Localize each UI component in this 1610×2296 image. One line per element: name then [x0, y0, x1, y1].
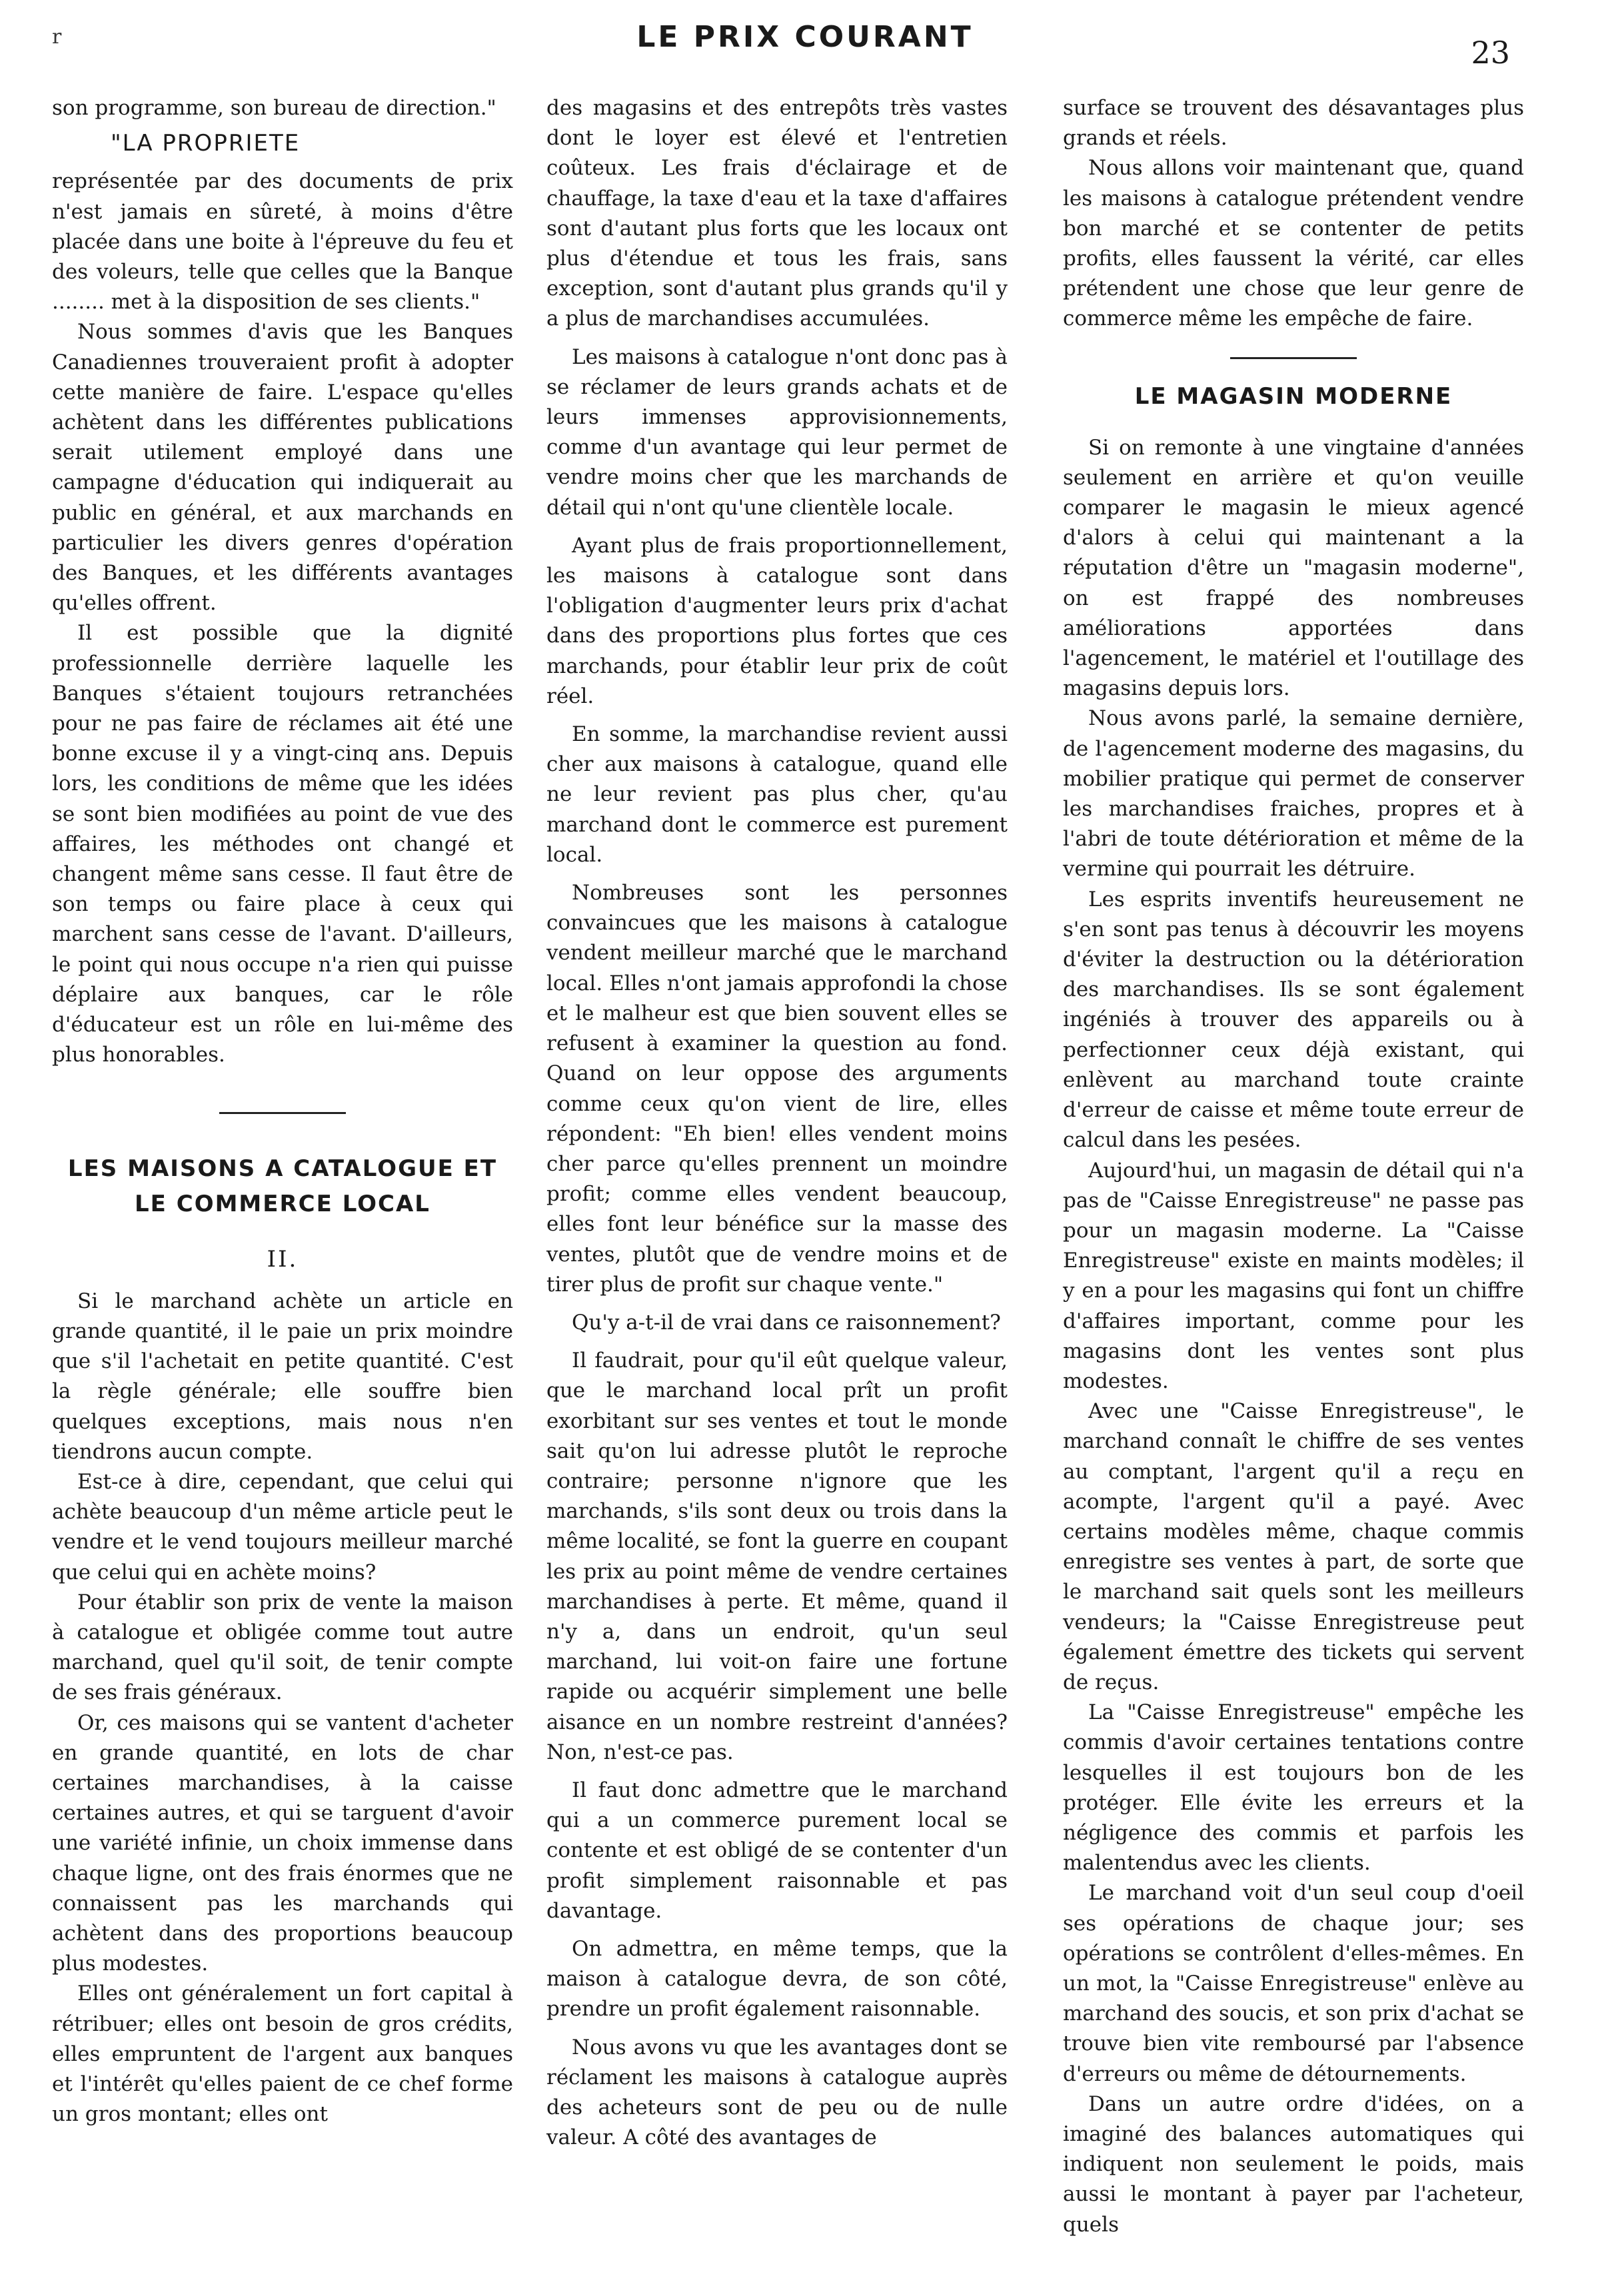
paragraph: Dans un autre ordre d'idées, on a imaginé des balances automatiques qui indiquent non seulement le poids, mais aussi le montant à payer par l'acheteur, quels	[1063, 2091, 1524, 2237]
paragraph: Si on remonte à une vingtaine d'années seulement en arrière et qu'on veuille comparer le magasin le mieux agencé d'alors à celui qui maintenant a la réputation d'être un "magasin moderne", on est frappé des nombreuses améliorations apportées dans l'agencement, le matériel et l'outillage des magasins depuis lors.	[1063, 435, 1524, 701]
section-heading	[52, 1151, 513, 1222]
corner-mark: r	[52, 25, 62, 49]
paragraph: Nous avons vu que les avantages dont se réclament les maisons à catalogue auprès des acheteurs sont de peu ou de nulle valeur. A côté des avantages de	[546, 2035, 1008, 2150]
paragraph: Aujourd'hui, un magasin de détail qui n'a pas de "Caisse Enregistreuse" ne passe pas pour un magasin moderne. La "Caisse Enregistreuse" existe en maints modèles; il y en a pour les magasins qui font un chiffre d'affaires important, comme pour les magasins dont les ventes sont plus modestes.	[1063, 1158, 1524, 1393]
paragraph: Elles ont généralement un fort capital à rétribuer; elles ont besoin de gros crédits, elles empruntent de l'argent aux banques et l'intérêt qu'elles paient de ce chef forme un gros montant; elles ont	[52, 1982, 513, 2127]
quote-heading: "LA PROPRIETE	[111, 130, 301, 157]
section-heading: LE MAGASIN MODERNE	[1134, 382, 1453, 410]
paragraph: Les esprits inventifs heureusement ne s'en sont pas tenus à découvrir les moyens d'éviter la destruction ou la détérioration des marchandises. Ils se sont également ingéniés à trouver des appareils ou à perfectionner ceux déjà existant, qui enlèvent au marchand toute crainte d'erreur de caisse et même toute erreur de calcul dans les pesées.	[1063, 887, 1524, 1153]
paragraph: Pour établir son prix de vente la maison à catalogue et obligée comme tout autre marchand, quel qu'il soit, de tenir compte de ses frais généraux.	[52, 1590, 513, 1705]
paragraph: son programme, son bureau de direction."	[52, 96, 496, 120]
paragraph: surface se trouvent des désavantages plus grands et réels.	[1063, 96, 1524, 151]
paragraph: représentée par des documents de prix n'est jamais en sûreté, à moins d'être placée dans une boite à l'épreuve du feu et des voleurs, telle que celles que la Banque ........ met à la disposition de ses clients."	[52, 169, 513, 314]
part-number: II.	[267, 1245, 299, 1273]
publication-title: LE PRIX COURANT	[636, 20, 974, 54]
masthead	[0, 20, 1610, 71]
paragraph: Nous sommes d'avis que les Banques Canadiennes trouveraient profit à adopter cette manière de faire. L'espace qu'elles achètent dans les différentes publications serait utilement employé dans une campagne d'éducation qui indiquerait au public en général, et aux marchands en particulier les divers genres d'opération des Banques, et les différents avantages qu'elles offrent.	[52, 320, 513, 616]
column-3	[1063, 93, 1524, 2240]
paragraph: Il faudrait, pour qu'il eût quelque valeur, que le marchand local prît un profit exorbitant sur ses ventes et tout le monde sait qu'on lui adresse plutôt le reproche contraire; personne n'ignore que les marchands, s'ils sont deux ou trois dans la même localité, se font la guerre en coupant les prix au point même de vendre certaines marchandises à perte. Et même, quand il n'y a, dans un endroit, qu'un seul marchand, lui voit-on faire une fortune rapide ou acquérir simplement une belle aisance en un nombre restreint d'années? Non, n'est-ce pas.	[546, 1349, 1008, 1764]
paragraph: des magasins et des entrepôts très vastes dont le loyer est élevé et l'entretien coûteux. Les frais d'éclairage et de chauffage, la taxe d'eau et la taxe d'affaires sont d'autant plus forts que les locaux ont plus d'étendue et tous les frais, sans exception, sont d'autant plus grands qu'il y a plus de marchandises accumulées.	[546, 96, 1008, 331]
page-number: 23	[1471, 35, 1510, 71]
section-heading-line: LES MAISONS A CATALOGUE ET	[67, 1155, 498, 1182]
section-heading-line: LE COMMERCE LOCAL	[135, 1190, 430, 1217]
paragraph: Si le marchand achète un article en grande quantité, il le paie un prix moindre que s'il l'achetait en petite quantité. C'est la règle générale; elle souffre bien quelques exceptions, mais nous n'en tiendrons aucun compte.	[52, 1289, 513, 1464]
paragraph: Les maisons à catalogue n'ont donc pas à se réclamer de leurs grands achats et de leurs immenses approvisionnements, comme d'un avantage qui leur permet de vendre moins cher que les marchands de détail qui n'ont qu'une clientèle locale.	[546, 344, 1008, 520]
column-2	[546, 93, 1008, 2153]
paragraph: Nous avons parlé, la semaine dernière, de l'agencement moderne des magasins, du mobilier pratique qui permet de conserver les marchandises fraiches, propres et à l'abri de toute détérioration et même de la vermine qui pourrait les détruire.	[1063, 706, 1524, 881]
paragraph: Avec une "Caisse Enregistreuse", le marchand connaît le chiffre de ses ventes au comptant, l'argent qu'il a reçu en acompte, l'argent qu'il a payé. Avec certains modèles même, chaque commis enregistre ses ventes à part, de sorte que le marchand sait quels sont les meilleurs vendeurs; la "Caisse Enregistreuse peut également émettre des tickets qui servent de reçus.	[1063, 1399, 1524, 1694]
paragraph: En somme, la marchandise revient aussi cher aux maisons à catalogue, quand elle ne leur revient pas plus cher, qu'au marchand dont le commerce est purement local.	[546, 722, 1008, 867]
paragraph: Il faut donc admettre que le marchand qui a un commerce purement local se contente et est obligé de se contenter d'un profit simplement raisonnable et pas davantage.	[546, 1778, 1008, 1923]
paragraph: La "Caisse Enregistreuse" empêche les commis d'avoir certaines tentations contre lesquelles il est toujours bon de les protéger. Elle évite les erreurs et la négligence des commis et parfois les malentendus avec les clients.	[1063, 1700, 1524, 1876]
paragraph: Est-ce à dire, cependant, que celui qui achète beaucoup d'un même article peut le vendre et le vend toujours meilleur marché que celui qui en achète moins?	[52, 1469, 513, 1584]
paragraph: Le marchand voit d'un seul coup d'oeil ses opérations de chaque jour; ses opérations se contrôlent d'elles-mêmes. En un mot, la "Caisse Enregistreuse" enlève au marchand des soucis, et son prix d'achat se trouve bien vite remboursé par l'absence d'erreurs ou même de détournements.	[1063, 1881, 1524, 2086]
paragraph: Ayant plus de frais proportionnellement, les maisons à catalogue sont dans l'obligation d'augmenter leurs prix d'achat dans des proportions plus fortes que ces marchands, pour établir leur prix de coût réel.	[546, 533, 1008, 708]
paragraph: Nombreuses sont les personnes convaincues que les maisons à catalogue vendent meilleur marché que le marchand local. Elles n'ont jamais approfondi la chose et le malheur est que bien souvent elles se refusent à examiner la question au fond. Quand on leur oppose des arguments comme ceux qu'on vient de lire, elles répondent: "Eh bien! elles vendent moins cher parce qu'elles prennent un moindre profit; comme elles vendent beaucoup, elles font leur bénéfice sur la masse des ventes, plutôt que de vendre moins et de tirer plus de profit sur chaque vente."	[546, 881, 1008, 1297]
paragraph: Nous allons voir maintenant que, quand les maisons à catalogue prétendent vendre bon marché et se contenter de petits profits, elles faussent la vérité, car elles prétendent une chose que leur genre de commerce même les empêche de faire.	[1063, 156, 1524, 331]
paragraph: Qu'y a-t-il de vrai dans ce raisonnement?	[572, 1310, 1001, 1335]
paragraph: Or, ces maisons qui se vantent d'acheter en grande quantité, en lots de char certaines marchandises, à la caisse certaines autres, et qui se targuent d'avoir une variété infinie, un choix immense dans chaque ligne, ont des frais énormes que ne connaissent pas les marchands qui achètent dans des proportions beaucoup plus modestes.	[52, 1710, 513, 1976]
paragraph: Il est possible que la dignité professionnelle derrière laquelle les Banques s'étaient toujours retranchées pour ne pas faire de réclames ait été une bonne excuse il y a vingt-cinq ans. Depuis lors, les conditions de même que les idées se sont bien modifiées au point de vue des affaires, les méthodes ont changé et changent même sans cesse. Il faut être de son temps ou faire place à ceux qui marchent sans cesse de l'avant. D'ailleurs, le point qui nous occupe n'a rien qui puisse déplaire aux banques, car le rôle d'éducateur est un rôle en lui-même des plus honorables.	[52, 621, 513, 1067]
column-1	[52, 93, 513, 2129]
paragraph: On admettra, en même temps, que la maison à catalogue devra, de son côté, prendre un profit également raisonnable.	[546, 1936, 1008, 2021]
